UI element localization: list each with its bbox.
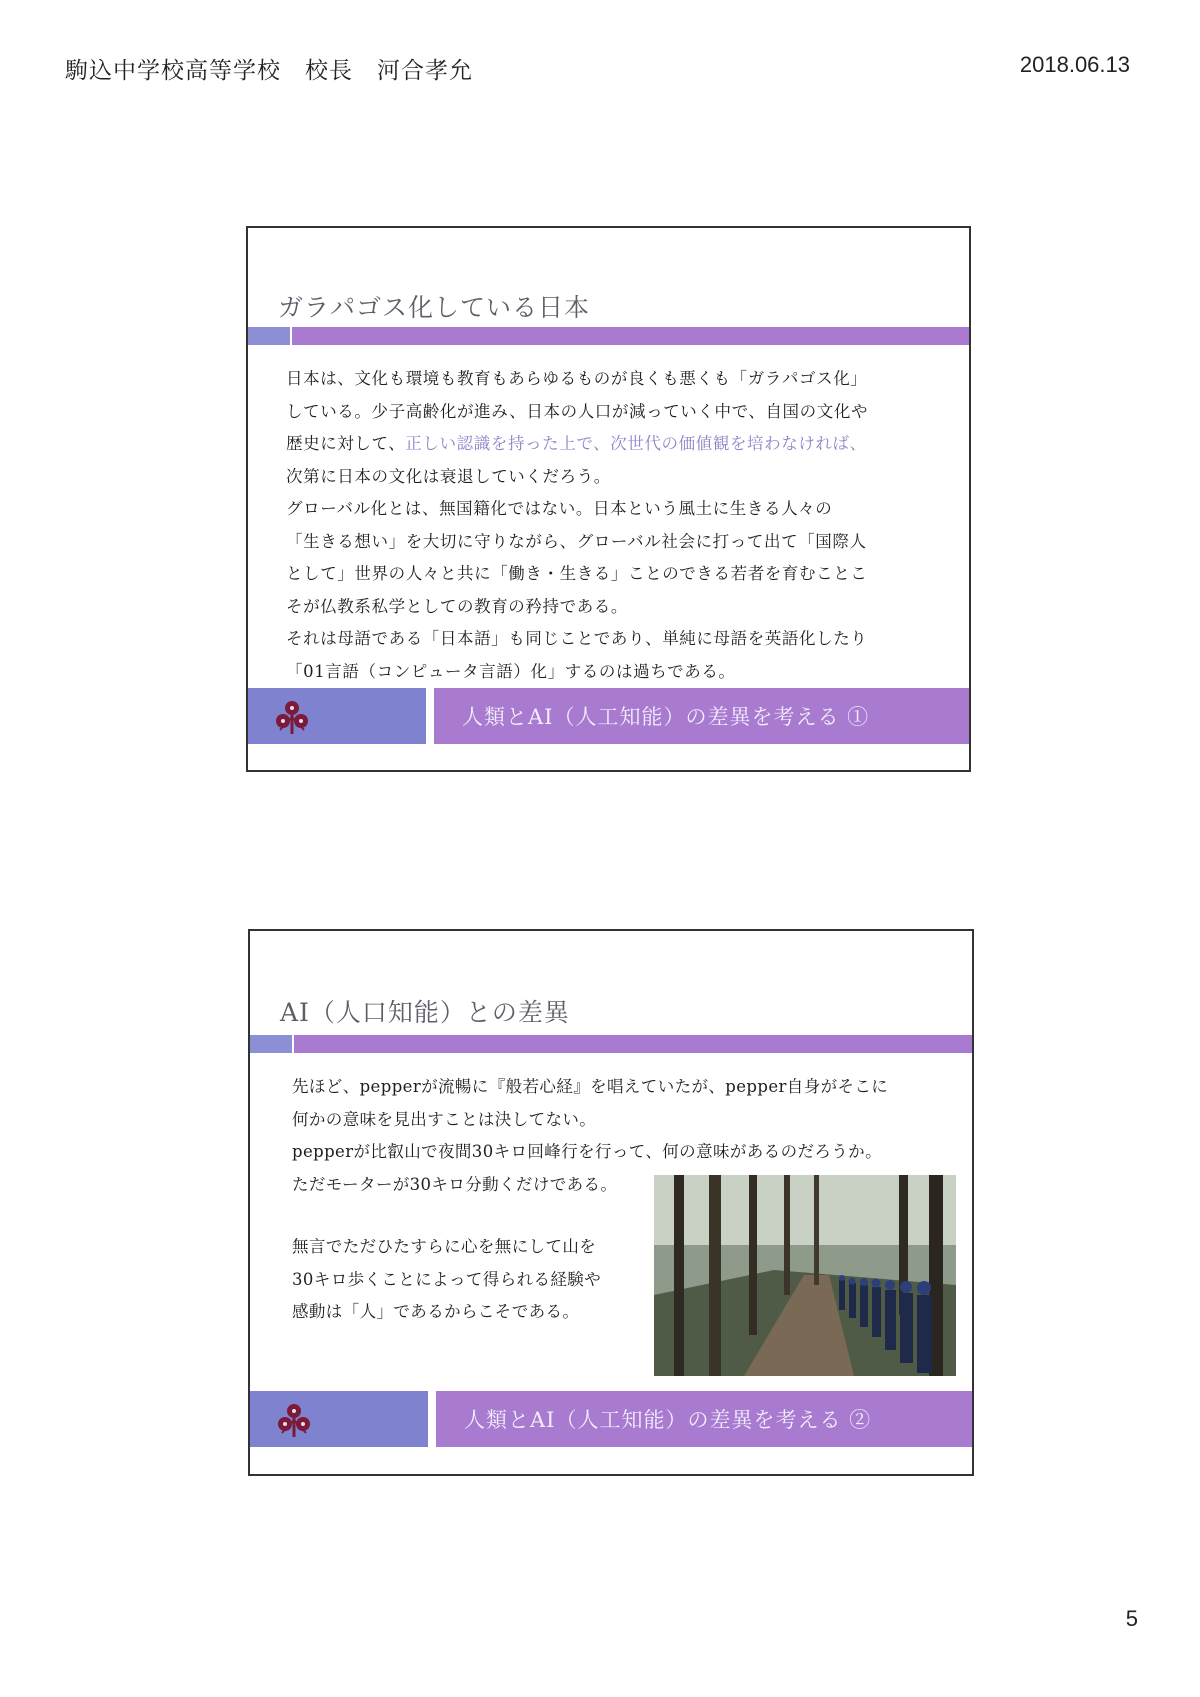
body-line: そが仏教系私学としての教育の矜持である。	[286, 596, 628, 616]
body-line: している。少子高齢化が進み、日本の人口が減っていく中で、自国の文化や	[286, 401, 869, 421]
forest-trail-image	[654, 1175, 956, 1376]
footer-series-title: 人類とAI（人工知能）の差異を考える ②	[464, 1408, 872, 1432]
body-line: グローバル化とは、無国籍化ではない。日本という風土に生きる人々の	[286, 499, 833, 518]
body-line: pepperが比叡山で夜間30キロ回峰行を行って、何の意味があるのだろうか。	[292, 1142, 882, 1161]
title-accent-bar-long	[294, 1035, 972, 1053]
slide-body-text	[286, 363, 939, 688]
mountain-walk-photo	[654, 1175, 956, 1376]
slide-body-text-secondary	[292, 1231, 632, 1329]
footer-banner	[434, 688, 969, 744]
body-line: 先ほど、pepperが流暢に『般若心経』を唱えていたが、pepper自身がそこに	[292, 1077, 889, 1096]
body-line: 次第に日本の文化は衰退していくだろう。	[286, 466, 611, 486]
highlighted-text: 正しい認識を持った上で、次世代の価値観を培わなければ、	[405, 434, 867, 453]
title-accent-bar-long	[292, 327, 969, 345]
body-line: 「01言語（コンピュータ言語）化」するのは過ちである。	[286, 661, 736, 681]
title-accent-bar-short	[250, 1035, 292, 1053]
body-line	[286, 428, 939, 461]
body-line: ただモーターが30キロ分動くだけである。	[292, 1174, 618, 1194]
body-line: 感動は「人」であるからこそである。	[292, 1302, 580, 1321]
school-crest-icon	[274, 1400, 314, 1440]
footer-logo-panel	[248, 688, 426, 744]
body-line: として」世界の人々と共に「働き・生きる」ことのできる若者を育むことこ	[286, 564, 868, 583]
footer-banner	[436, 1391, 972, 1447]
document-date: 2018.06.13	[1019, 52, 1130, 77]
title-accent-bar-short	[248, 327, 290, 345]
slide-ai-difference	[248, 929, 974, 1476]
body-line: 30キロ歩くことによって得られる経験や	[292, 1269, 602, 1289]
footer-series-title: 人類とAI（人工知能）の差異を考える ①	[462, 705, 870, 729]
body-text-segment: 歴史に対して、	[286, 434, 406, 453]
slide-galapagos	[246, 226, 971, 772]
school-principal-header: 駒込中学校高等学校 校長 河合孝允	[65, 58, 473, 84]
slide-title: AI（人口知能）との差異	[280, 998, 570, 1027]
page-number: 5	[1125, 1606, 1138, 1631]
body-line: 何かの意味を見出すことは決してない。	[292, 1109, 597, 1129]
body-line: それは母語である「日本語」も同じことであり、単純に母語を英語化したり	[286, 629, 868, 648]
body-line: 無言でただひたすらに心を無にして山を	[292, 1237, 597, 1256]
slide-title: ガラパゴス化している日本	[278, 293, 591, 322]
body-line: 日本は、文化も環境も教育もあらゆるものが良くも悪くも「ガラパゴス化」	[286, 369, 868, 388]
body-line: 「生きる想い」を大切に守りながら、グローバル社会に打って出て「国際人	[286, 531, 867, 551]
footer-logo-panel	[250, 1391, 428, 1447]
school-crest-icon	[272, 697, 312, 737]
